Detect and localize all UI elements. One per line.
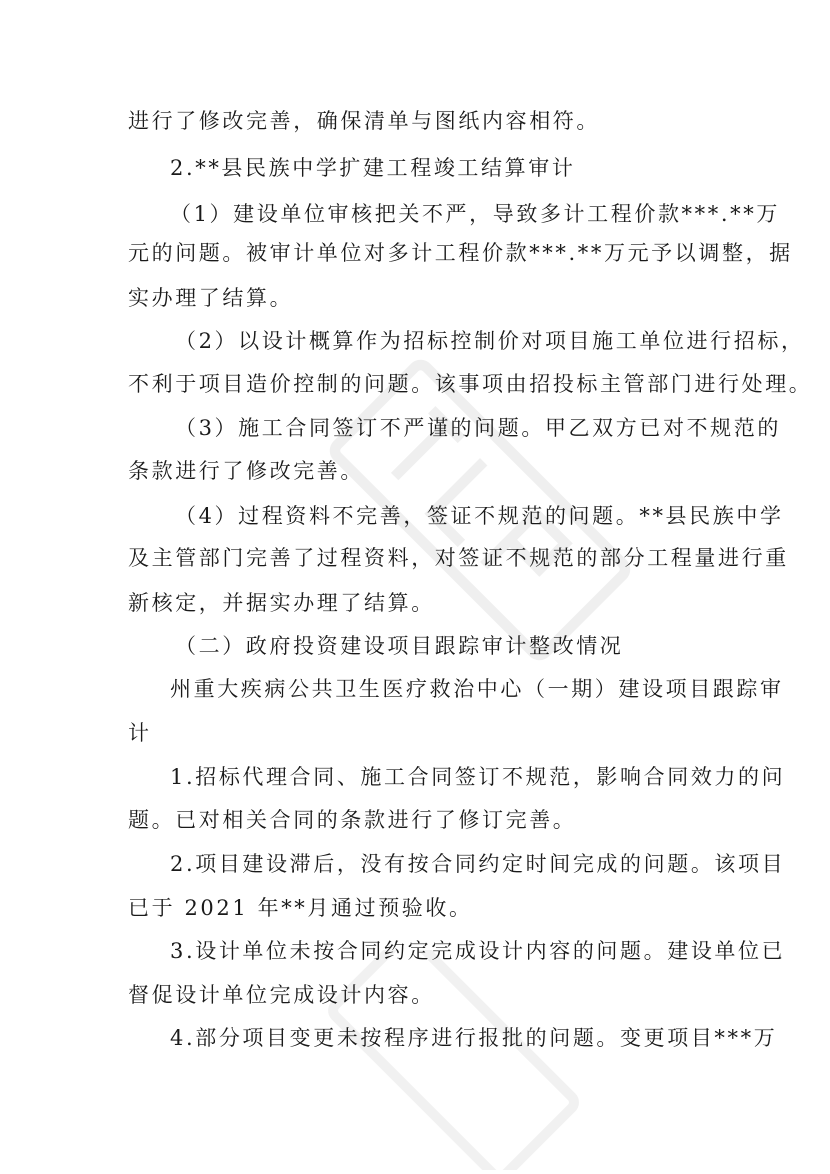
- paragraph-line: 及主管部门完善了过程资料，对签证不规范的部分工程量进行重: [128, 546, 789, 570]
- section-heading: （二）政府投资建设项目跟踪审计整改情况: [175, 634, 624, 658]
- paragraph-line: 不利于项目造价控制的问题。该事项由招投标主管部门进行处理。: [128, 372, 813, 396]
- paragraph-line: 4.部分项目变更未按程序进行报批的问题。变更项目***万: [170, 1026, 778, 1050]
- paragraph-line: 元的问题。被审计单位对多计工程价款***.**万元予以调整，据: [128, 241, 793, 265]
- paragraph-line: 进行了修改完善，确保清单与图纸内容相符。: [128, 109, 600, 133]
- paragraph-line: 3.设计单位未按合同约定完成设计内容的问题。建设单位已: [170, 939, 786, 963]
- paragraph-line: （1）建设单位审核把关不严，导致多计工程价款***.**万: [170, 202, 780, 226]
- paragraph-line: （4）过程资料不完善，签证不规范的问题。**县民族中学: [175, 504, 784, 528]
- paragraph-line: 2.项目建设滞后，没有按合同约定时间完成的问题。该项目: [170, 852, 786, 876]
- paragraph-line: 条款进行了修改完善。: [128, 459, 364, 483]
- section-heading: 2.**县民族中学扩建工程竣工结算审计: [170, 156, 576, 180]
- paragraph-line: 州重大疾病公共卫生医疗救治中心（一期）建设项目跟踪审: [170, 677, 784, 701]
- paragraph-line: 实办理了结算。: [128, 286, 294, 310]
- paragraph-line: 已于 2021 年**月通过预验收。: [128, 896, 473, 920]
- paragraph-line: （3）施工合同签订不严谨的问题。甲乙双方已对不规范的: [175, 416, 781, 440]
- paragraph-line: 督促设计单位完成设计内容。: [128, 983, 435, 1007]
- paragraph-line: 新核定，并据实办理了结算。: [128, 591, 435, 615]
- paragraph-line: （2）以设计概算作为招标控制价对项目施工单位进行招标，: [175, 329, 805, 353]
- paragraph-line: 题。已对相关合同的条款进行了修订完善。: [128, 808, 577, 832]
- paragraph-line: 1.招标代理合同、施工合同签订不规范，影响合同效力的问: [170, 765, 786, 789]
- paragraph-line: 计: [128, 721, 152, 745]
